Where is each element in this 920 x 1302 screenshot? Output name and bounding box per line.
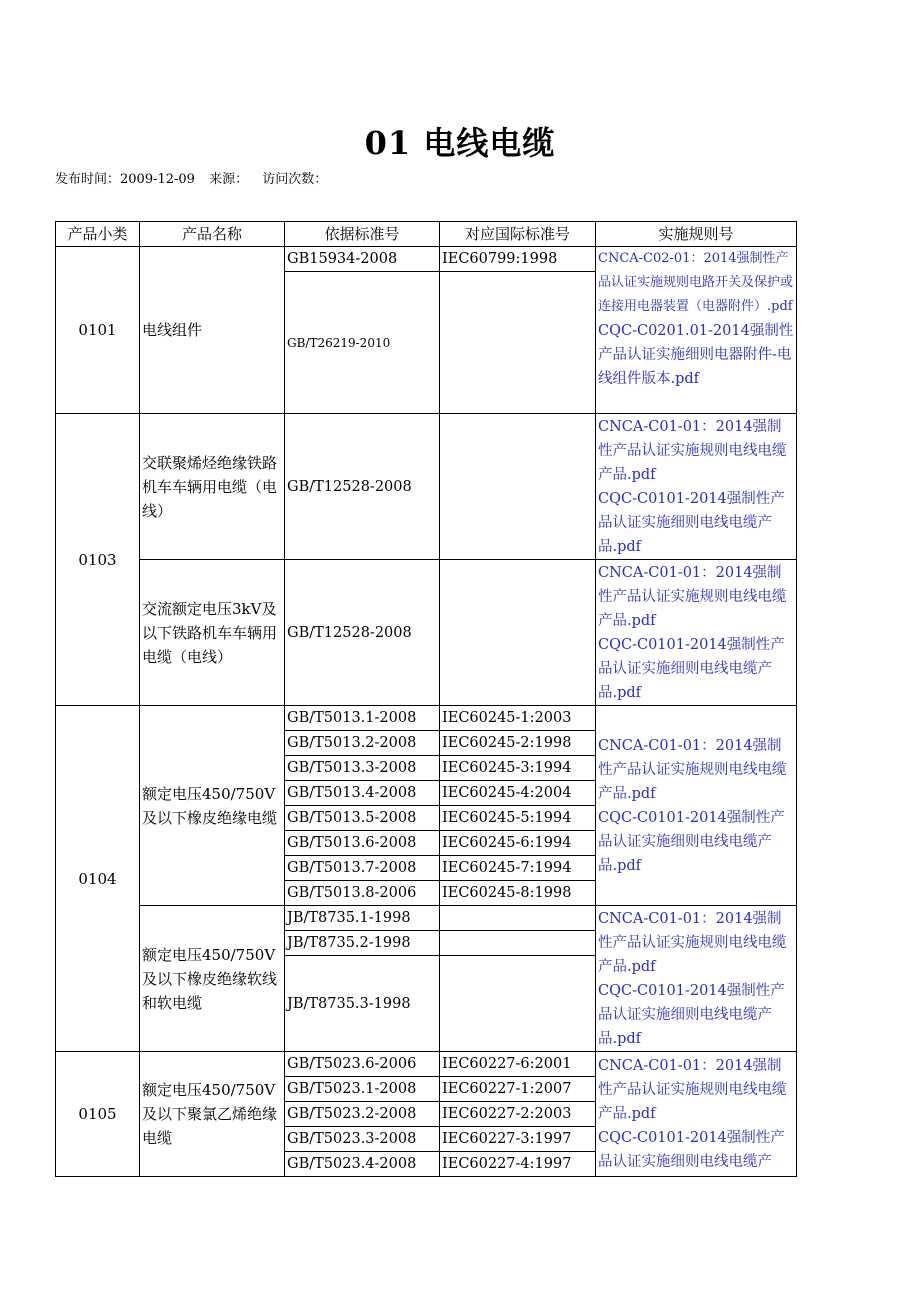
rules-cell (596, 1052, 797, 1177)
intl-standard-cell: IEC60245-4:2004 (440, 781, 596, 806)
intl-standard-cell: IEC60245-8:1998 (440, 881, 596, 906)
table-row (56, 1052, 797, 1077)
standard-cell: GB/T5013.7-2008 (285, 856, 440, 881)
intl-standard-cell: IEC60245-7:1994 (440, 856, 596, 881)
intl-standard-cell (440, 931, 596, 956)
product-name: 额定电压450/750V及以下聚氯乙烯绝缘电缆 (140, 1052, 285, 1177)
intl-standard-cell: IEC60227-3:1997 (440, 1127, 596, 1152)
product-name: 交流额定电压3kV及以下铁路机车车辆用电缆（电线） (140, 560, 285, 706)
standard-cell: GB/T5013.5-2008 (285, 806, 440, 831)
rule-link[interactable]: CNCA-C01-01：2014强制性产品认证实施规则电线电缆产品.pdf (598, 910, 787, 975)
intl-standard-cell (440, 906, 596, 931)
category-code: 0105 (56, 1052, 140, 1177)
product-name: 交联聚烯烃绝缘铁路机车车辆用电缆（电线） (140, 414, 285, 560)
intl-standard-cell (440, 414, 596, 560)
standard-cell: JB/T8735.2-1998 (285, 931, 440, 956)
rule-link[interactable]: CQC-C0101-2014强制性产品认证实施细则电线电缆产品.pdf (598, 809, 785, 874)
intl-standard-cell: IEC60245-2:1998 (440, 731, 596, 756)
standard-cell: GB/T5023.2-2008 (285, 1102, 440, 1127)
category-code: 0104 (56, 706, 140, 1052)
product-name: 额定电压450/750V及以下橡皮绝缘电缆 (140, 706, 285, 906)
header-cell: 产品名称 (140, 222, 285, 247)
rule-link[interactable]: CNCA-C01-01：2014强制性产品认证实施规则电线电缆产品.pdf (598, 1058, 787, 1122)
rule-link[interactable]: CQC-C0201.01-2014强制性产品认证实施细则电器附件-电线组件版本.pdf (598, 323, 794, 387)
table-header-row (56, 222, 797, 247)
rules-cell (596, 560, 797, 706)
standard-cell: GB/T5013.6-2008 (285, 831, 440, 856)
standard-cell: GB/T5013.4-2008 (285, 781, 440, 806)
standard-cell: JB/T8735.1-1998 (285, 906, 440, 931)
intl-standard-cell (440, 560, 596, 706)
rule-link[interactable]: CNCA-C02-01：2014强制性产品认证实施规则电路开关及保护或连接用电器装置（电器附件）.pdf (598, 251, 794, 314)
category-code: 0103 (56, 414, 140, 706)
header-cell: 依据标准号 (285, 222, 440, 247)
intl-standard-cell: IEC60227-6:2001 (440, 1052, 596, 1077)
standards-table (55, 221, 797, 1177)
table-row (56, 560, 797, 706)
table-row (56, 906, 797, 931)
standard-cell: GB/T5013.3-2008 (285, 756, 440, 781)
standard-cell: GB/T5013.2-2008 (285, 731, 440, 756)
rule-link[interactable]: CQC-C0101-2014强制性产品认证实施细则电线电缆产 (598, 1130, 785, 1170)
intl-standard-cell: IEC60245-6:1994 (440, 831, 596, 856)
intl-standard-cell: IEC60227-1:2007 (440, 1077, 596, 1102)
intl-standard-cell: IEC60245-1:2003 (440, 706, 596, 731)
standard-cell: GB/T5023.1-2008 (285, 1077, 440, 1102)
header-cell: 对应国际标准号 (440, 222, 596, 247)
intl-standard-cell: IEC60227-2:2003 (440, 1102, 596, 1127)
intl-standard-cell (440, 956, 596, 1052)
intl-standard-cell: IEC60227-4:1997 (440, 1152, 596, 1177)
intl-standard-cell: IEC60799:1998 (440, 247, 596, 272)
source-label: 来源： (209, 172, 249, 187)
rule-link[interactable]: CQC-C0101-2014强制性产品认证实施细则电线电缆产品.pdf (598, 982, 785, 1047)
rule-link[interactable]: CQC-C0101-2014强制性产品认证实施细则电线电缆产品.pdf (598, 490, 785, 555)
table-row (56, 706, 797, 731)
rule-link[interactable]: CNCA-C01-01：2014强制性产品认证实施规则电线电缆产品.pdf (598, 564, 787, 629)
rules-cell (596, 706, 797, 906)
table-row (56, 414, 797, 560)
rule-link[interactable]: CQC-C0101-2014强制性产品认证实施细则电线电缆产品.pdf (598, 636, 785, 701)
rule-link[interactable]: CNCA-C01-01：2014强制性产品认证实施规则电线电缆产品.pdf (598, 737, 787, 802)
intl-standard-cell: IEC60245-5:1994 (440, 806, 596, 831)
standard-cell: GB/T5023.4-2008 (285, 1152, 440, 1177)
standard-cell: GB/T12528-2008 (285, 414, 440, 560)
standard-cell: GB/T12528-2008 (285, 560, 440, 706)
product-name: 额定电压450/750V及以下橡皮绝缘软线和软电缆 (140, 906, 285, 1052)
intl-standard-cell: IEC60245-3:1994 (440, 756, 596, 781)
product-name: 电线组件 (140, 247, 285, 414)
standard-cell: JB/T8735.3-1998 (285, 956, 440, 1052)
rules-cell (596, 247, 797, 414)
publish-meta (55, 168, 337, 187)
publish-date: 发布时间：2009-12-09 (55, 172, 195, 187)
table-row (56, 247, 797, 272)
header-cell: 实施规则号 (596, 222, 797, 247)
standard-cell: GB/T5013.1-2008 (285, 706, 440, 731)
standard-cell: GB15934-2008 (285, 247, 440, 272)
standard-cell: GB/T26219-2010 (285, 272, 440, 414)
rule-link[interactable]: CNCA-C01-01：2014强制性产品认证实施规则电线电缆产品.pdf (598, 418, 787, 483)
visits-label: 访问次数： (262, 172, 328, 187)
standard-cell: GB/T5013.8-2006 (285, 881, 440, 906)
rules-cell (596, 414, 797, 560)
page-title: 01 电线电缆 (364, 124, 556, 162)
standard-cell: GB/T5023.6-2006 (285, 1052, 440, 1077)
intl-standard-cell (440, 272, 596, 414)
category-code: 0101 (56, 247, 140, 414)
standard-cell: GB/T5023.3-2008 (285, 1127, 440, 1152)
header-cell: 产品小类 (56, 222, 140, 247)
rules-cell (596, 906, 797, 1052)
